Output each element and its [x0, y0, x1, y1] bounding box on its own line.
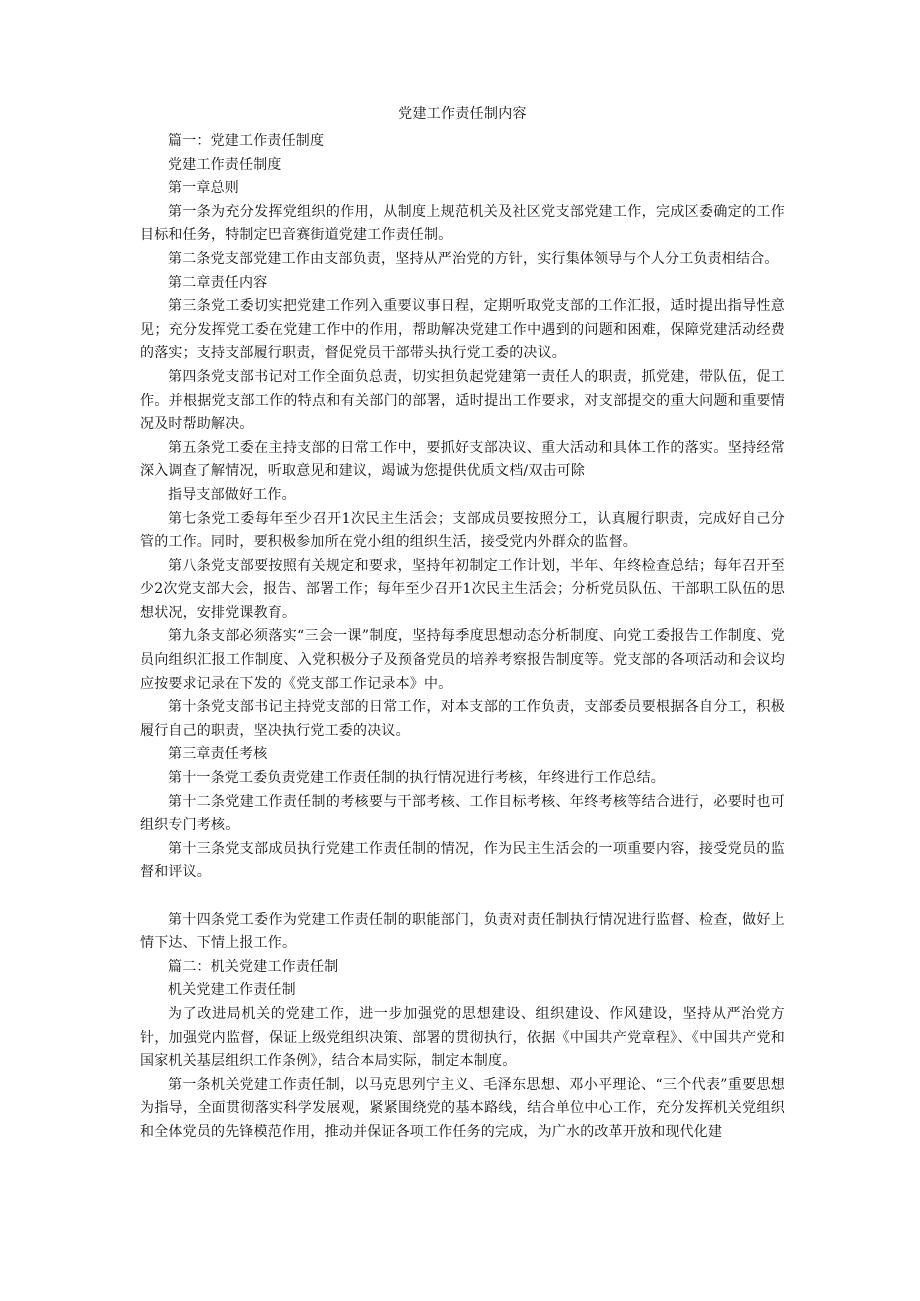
- chapter-heading: 第二章责任内容: [168, 274, 268, 291]
- article-paragraph: 第十四条党工委作为党建工作责任制的职能部门，负责对责任制执行情况进行监督、检查，做好上情下达、下情上报工作。: [140, 911, 785, 952]
- article-paragraph: 第十二条党建工作责任制的考核要与干部考核、工作目标考核、年终考核等结合进行，必要时也可组织专门考核。: [140, 793, 785, 834]
- article-paragraph: 第七条党工委每年至少召开1次民主生活会；支部成员要按照分工，认真履行职责，完成好自己分管的工作。同时，要积极参加所在党小组的组织生活，接受党内外群众的监督。: [140, 510, 785, 551]
- section-subtitle: 机关党建工作责任制: [168, 982, 296, 999]
- document-title: 党建工作责任制内容: [398, 106, 527, 122]
- chapter-heading: 第三章责任考核: [168, 746, 268, 763]
- article-paragraph: 第八条党支部要按照有关规定和要求，坚持年初制定工作计划，半年、年终检查总结；每年召开至少2次党支部大会，报告、部署工作；每年至少召开1次民主生活会；分析党员队伍、干部职工队伍的思想状况，安排党课教育。: [140, 557, 785, 621]
- article-paragraph: 第十条党支部书记主持党支部的日常工作，对本支部的工作负责，支部委员要根据各自分工，积极履行自己的职责，坚决执行党工委的决议。: [140, 699, 785, 739]
- article-paragraph: 第一条机关党建工作责任制，以马克思列宁主义、毛泽东思想、邓小平理论、“三个代表”重要思想为指导，全面贯彻落实科学发展观，紧紧围绕党的基本路线，结合单位中心工作，充分发挥机关党组织和全体党员的先锋模范作用，推动并保证各项工作任务的完成，为广水的改革开放和现代化建: [140, 1076, 785, 1140]
- article-paragraph: 为了改进局机关的党建工作，进一步加强党的思想建设、组织建设、作风建设，坚持从严治党方针，加强党内监督，保证上级党组织决策、部署的贯彻执行，依据《中国共产党章程》、《中国共产党和国家机关基层组织工作条例》，结合本局实际，制定本制度。: [140, 1005, 785, 1070]
- article-paragraph: 第二条党支部党建工作由支部负责，坚持从严治党的方针，实行集体领导与个人分工负责相结合。: [168, 250, 779, 267]
- article-paragraph: 第十三条党支部成员执行党建工作责任制的情况，作为民主生活会的一项重要内容，接受党员的监督和评议。: [140, 840, 785, 881]
- article-paragraph: 指导支部做好工作。: [168, 486, 296, 503]
- section-heading: 篇二：机关党建工作责任制: [168, 958, 339, 975]
- article-paragraph: 第一条为充分发挥党组织的作用，从制度上规范机关及社区党支部党建工作，完成区委确定的工作目标和任务，特制定巴音赛街道党建工作责任制。: [140, 203, 785, 244]
- section-heading: 篇一：党建工作责任制度: [168, 133, 325, 149]
- blank-line: [140, 885, 785, 909]
- article-paragraph: 第五条党工委在主持支部的日常工作中，要抓好支部决议、重大活动和具体工作的落实。坚持经常深入调查了解情况，听取意见和建议，竭诚为您提供优质文档/双击可除: [140, 439, 785, 480]
- chapter-heading: 第一章总则: [168, 180, 239, 197]
- article-paragraph: 第四条党支部书记对工作全面负总责，切实担负起党建第一责任人的职责，抓党建，带队伍，促工作。并根据党支部工作的特点和有关部门的部署，适时提出工作要求，对支部提交的重大问题和重要情况及时帮助解决。: [140, 368, 785, 433]
- article-paragraph: 第十一条党工委负责党建工作责任制的执行情况进行考核，年终进行工作总结。: [168, 770, 665, 787]
- section-subtitle: 党建工作责任制度: [168, 156, 282, 173]
- article-paragraph: 第三条党工委切实把党建工作列入重要议事日程，定期听取党支部的工作汇报，适时提出指导性意见；充分发挥党工委在党建工作中的作用，帮助解决党建工作中遇到的问题和困难，保障党建活动经费的落实；支持支部履行职责，督促党员干部带头执行党工委的决议。: [140, 298, 785, 362]
- article-paragraph: 第九条支部必须落实“三会一课”制度，坚持每季度思想动态分析制度、向党工委报告工作制度、党员向组织汇报工作制度、入党积极分子及预备党员的培养考察报告制度等。党支部的各项活动和会议均应按要求记录在下发的《党支部工作记录本》中。: [140, 628, 785, 692]
- document-page: [140, 104, 785, 1145]
